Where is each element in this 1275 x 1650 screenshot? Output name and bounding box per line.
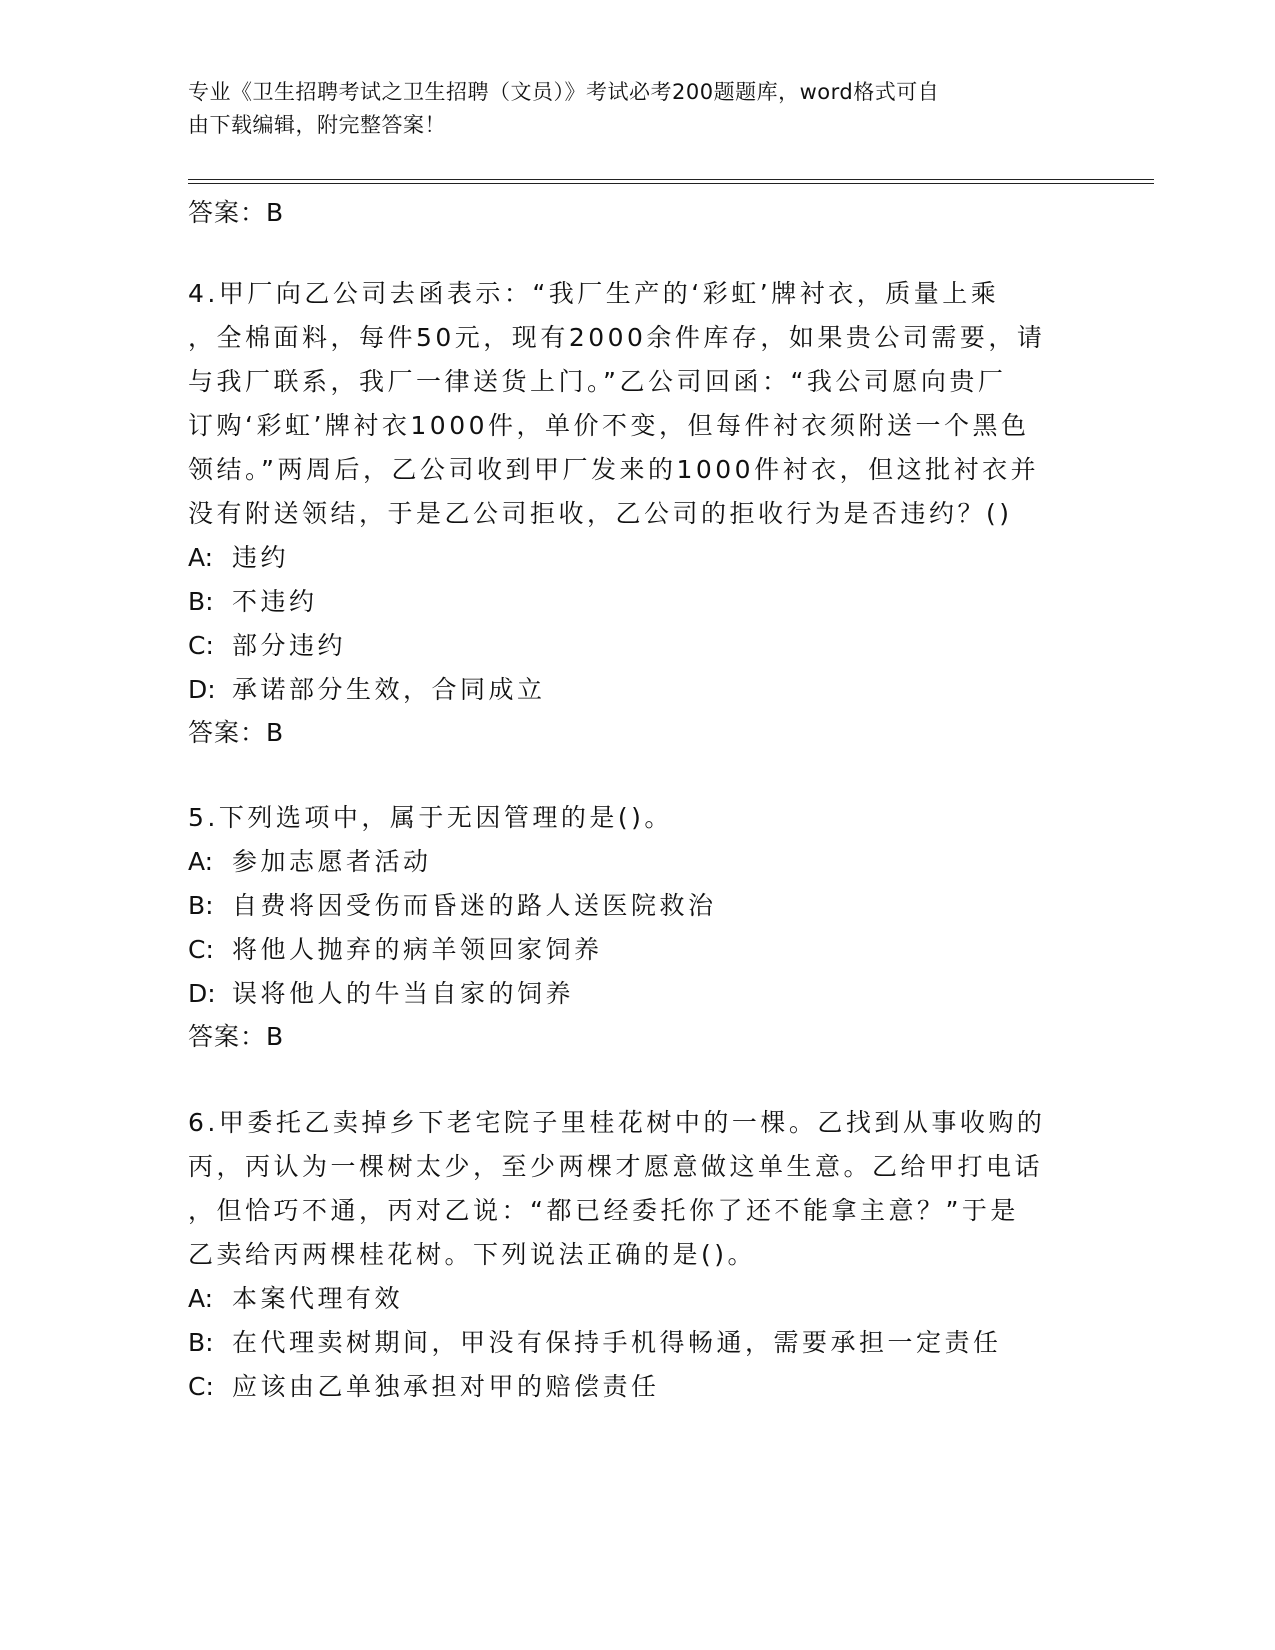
option-text: 参加志愿者活动 <box>232 847 432 876</box>
option-text: 违约 <box>232 543 290 572</box>
question-4-option-b <box>188 582 318 618</box>
question-5-option-c <box>188 930 603 966</box>
header-divider-top <box>188 179 1154 180</box>
option-letter: C: <box>188 1372 214 1401</box>
option-text: 误将他人的牛当自家的饲养 <box>232 979 575 1008</box>
option-letter: D: <box>188 675 216 704</box>
question-5-stem-line: 5.下列选项中，属于无因管理的是()。 <box>188 803 673 832</box>
question-6-option-b <box>188 1323 1002 1359</box>
question-4-option-d <box>188 670 546 706</box>
header-line-1: 专业《卫生招聘考试之卫生招聘（文员）》考试必考200题题库，word格式可自 <box>188 80 940 104</box>
option-letter: A: <box>188 543 214 572</box>
answer-line: 答案：B <box>188 198 285 227</box>
header-divider-bottom <box>188 183 1154 184</box>
question-4-option-c <box>188 626 346 662</box>
question-4-stem-line: ，全棉面料，每件50元，现有2000余件库存，如果贵公司需要，请 <box>188 323 1046 352</box>
question-5-answer: 答案：B <box>188 1022 285 1051</box>
option-letter: C: <box>188 631 214 660</box>
option-letter: C: <box>188 935 214 964</box>
option-text: 应该由乙单独承担对甲的赔偿责任 <box>232 1372 660 1401</box>
option-text: 自费将因受伤而昏迷的路人送医院救治 <box>232 891 717 920</box>
question-6-stem-line: 6.甲委托乙卖掉乡下老宅院子里桂花树中的一棵。乙找到从事收购的 <box>188 1108 1046 1137</box>
document-header <box>188 76 1088 142</box>
question-5-option-a <box>188 842 432 878</box>
question-4-answer: 答案：B <box>188 718 285 747</box>
question-5-option-d <box>188 974 574 1010</box>
question-4-stem-line: 订购‘彩虹’牌衬衣1000件，单价不变，但每件衬衣须附送一个黑色 <box>188 411 1030 440</box>
question-6-option-a <box>188 1279 403 1315</box>
option-letter: B: <box>188 1328 214 1357</box>
option-letter: B: <box>188 891 214 920</box>
option-letter: D: <box>188 979 216 1008</box>
question-6-stem-line: 丙，丙认为一棵树太少，至少两棵才愿意做这单生意。乙给甲打电话 <box>188 1152 1044 1181</box>
question-4-option-a <box>188 538 289 574</box>
option-text: 在代理卖树期间，甲没有保持手机得畅通，需要承担一定责任 <box>232 1328 1002 1357</box>
option-letter: A: <box>188 1284 214 1313</box>
option-letter: A: <box>188 847 214 876</box>
question-4-stem-line: 领结。”两周后，乙公司收到甲厂发来的1000件衬衣，但这批衬衣并 <box>188 455 1040 484</box>
question-4-stem-line: 没有附送领结，于是乙公司拒收，乙公司的拒收行为是否违约？() <box>188 499 1013 528</box>
question-4-stem-line: 与我厂联系，我厂一律送货上门。”乙公司回函：“我公司愿向贵厂 <box>188 367 1007 396</box>
question-6-stem-line: ，但恰巧不通，丙对乙说：“都已经委托你了还不能拿主意？”于是 <box>188 1196 1019 1225</box>
option-text: 本案代理有效 <box>232 1284 404 1313</box>
option-text: 不违约 <box>232 587 318 616</box>
question-6-option-c <box>188 1367 660 1403</box>
option-text: 将他人抛弃的病羊领回家饲养 <box>232 935 603 964</box>
option-letter: B: <box>188 587 214 616</box>
question-6-stem-line: 乙卖给丙两棵桂花树。下列说法正确的是()。 <box>188 1240 757 1269</box>
header-line-2: 由下载编辑，附完整答案！ <box>188 113 446 137</box>
question-4-stem-line: 4.甲厂向乙公司去函表示：“我厂生产的‘彩虹’牌衬衣，质量上乘 <box>188 279 1000 308</box>
option-text: 承诺部分生效，合同成立 <box>232 675 546 704</box>
option-text: 部分违约 <box>232 631 347 660</box>
question-5-option-b <box>188 886 717 922</box>
